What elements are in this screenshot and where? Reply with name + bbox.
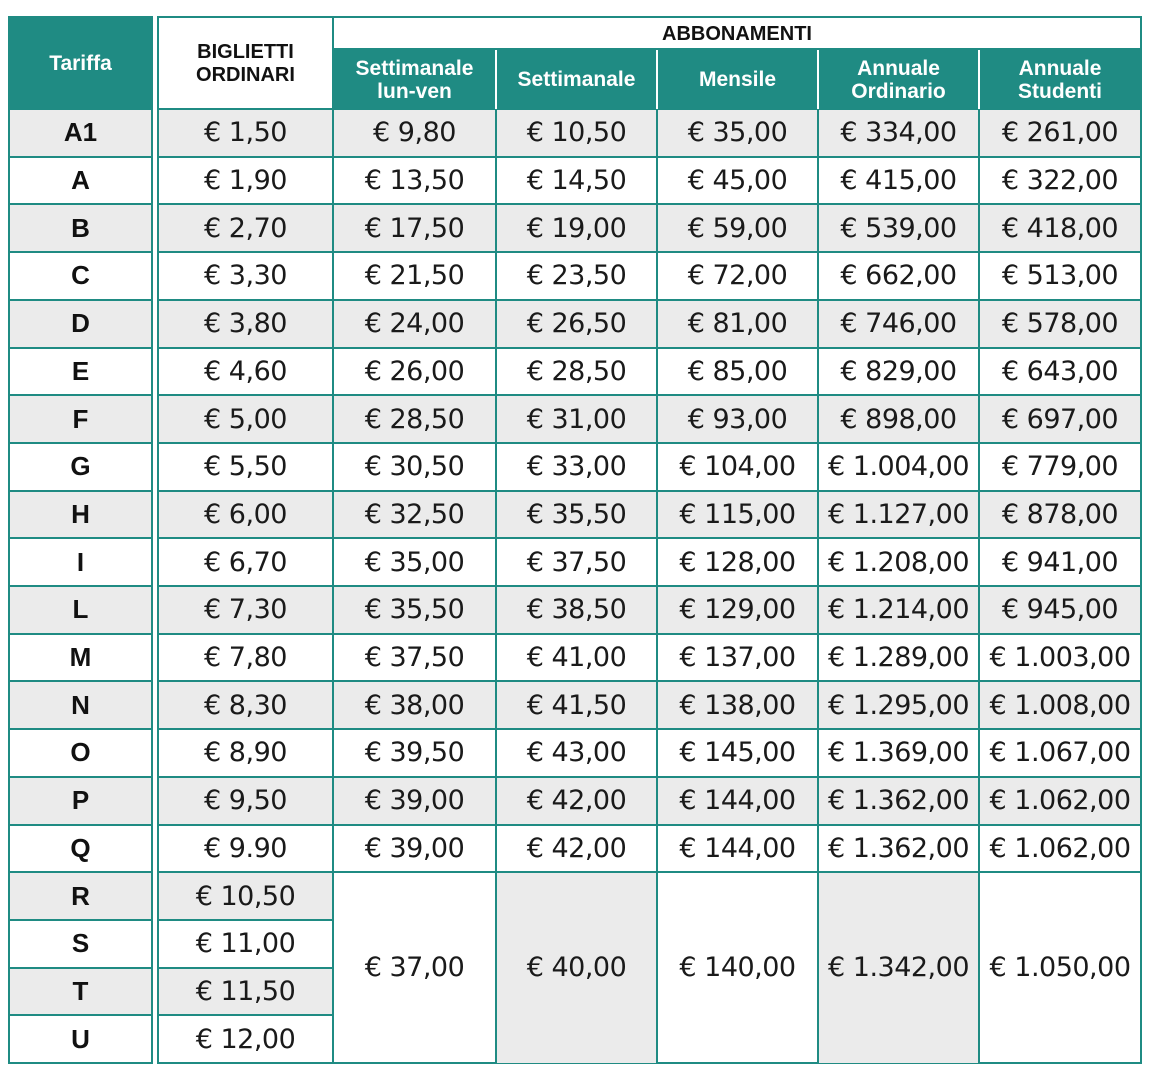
annuale-ordinario-cell — [819, 729, 978, 777]
annuale-studenti-value: € 322,00 — [1001, 165, 1119, 197]
mensile-cell — [658, 300, 817, 348]
mensile-value: € 145,00 — [679, 737, 796, 769]
settimanale-lunven-value: € 39,00 — [364, 832, 465, 864]
biglietti-ordinari-cell — [159, 920, 332, 968]
biglietti-ordinari-value: € 1,90 — [204, 165, 287, 197]
tariffa-cell — [10, 538, 151, 586]
biglietti-ordinari-value: € 5,50 — [204, 451, 287, 483]
annuale-ordinario-cell — [819, 681, 978, 729]
mensile-cell — [658, 634, 817, 682]
biglietti-ordinari-cell — [159, 1015, 332, 1063]
tariffa-code: E — [71, 355, 90, 386]
settimanale-cell — [497, 777, 656, 825]
biglietti-ordinari-cell — [159, 872, 332, 920]
tariffa-cell — [10, 491, 151, 539]
tariffa-code: U — [71, 1023, 90, 1054]
settimanale-lunven-value: € 24,00 — [364, 308, 465, 340]
settimanale-value: € 42,00 — [526, 785, 627, 817]
mensile-value: € 115,00 — [679, 498, 796, 530]
annuale-ordinario-cell — [819, 157, 978, 205]
annuale-ordinario-value: € 1.214,00 — [828, 594, 969, 626]
tariffa-code: C — [71, 260, 90, 291]
settimanale-value: € 41,00 — [526, 642, 627, 674]
settimanale-merged-value: € 40,00 — [526, 952, 627, 984]
settimanale-lunven-cell — [334, 443, 495, 491]
settimanale-value: € 35,50 — [526, 498, 627, 530]
biglietti-ordinari-cell — [159, 825, 332, 873]
biglietti-ordinari-cell — [159, 252, 332, 300]
annuale-studenti-cell — [980, 586, 1140, 634]
settimanale-lunven-value: € 13,50 — [364, 165, 465, 197]
annuale-studenti-cell — [980, 634, 1140, 682]
settimanale-header — [497, 50, 656, 109]
biglietti-ordinari-cell — [159, 157, 332, 205]
biglietti-ordinari-value: € 4,60 — [204, 355, 287, 387]
settimanale-lunven-cell — [334, 395, 495, 443]
biglietti-ordinari-cell — [159, 348, 332, 396]
mensile-cell — [658, 443, 817, 491]
mensile-cell — [658, 491, 817, 539]
biglietti-ordinari-value: € 6,00 — [204, 498, 287, 530]
settimanale-lunven-cell — [334, 538, 495, 586]
biglietti-ordinari-value: € 3,80 — [204, 308, 287, 340]
settimanale-lunven-value: € 35,00 — [364, 546, 465, 578]
settimanale-lunven-header — [334, 50, 495, 109]
settimanale-label: Settimanale — [517, 68, 636, 91]
settimanale-value: € 28,50 — [526, 355, 627, 387]
annuale-ordinario-merged-value: € 1.342,00 — [828, 952, 969, 984]
settimanale-cell — [497, 729, 656, 777]
biglietti-ordinari-value: € 9,50 — [204, 785, 287, 817]
mensile-cell — [658, 729, 817, 777]
settimanale-lunven-value: € 17,50 — [364, 212, 465, 244]
settimanale-lunven-value: € 32,50 — [364, 498, 465, 530]
biglietti-ordinari-value: € 11,00 — [195, 928, 296, 960]
tariffa-header — [10, 18, 151, 109]
annuale-ordinario-cell — [819, 825, 978, 873]
mensile-cell — [658, 681, 817, 729]
mensile-label: Mensile — [698, 68, 777, 91]
annuale-studenti-value: € 1.008,00 — [989, 689, 1131, 721]
annuale-ordinario-cell — [819, 491, 978, 539]
tariffa-header-label: Tariffa — [49, 52, 112, 75]
tariffa-code: Q — [70, 832, 91, 863]
biglietti-ordinari-cell — [159, 443, 332, 491]
settimanale-lunven-cell — [334, 300, 495, 348]
biglietti-header-line1: BIGLIETTI — [197, 40, 294, 63]
settimanale-value: € 26,50 — [526, 308, 627, 340]
annuale-ordinario-line2: Ordinario — [851, 79, 946, 103]
mensile-value: € 93,00 — [687, 403, 788, 435]
annuale-studenti-cell — [980, 348, 1140, 396]
biglietti-ordinari-cell — [159, 300, 332, 348]
settimanale-cell — [497, 634, 656, 682]
settimanale-lunven-cell — [334, 586, 495, 634]
biglietti-ordinari-value: € 1,50 — [204, 117, 287, 149]
annuale-studenti-line1: Annuale — [1018, 56, 1102, 80]
tariffa-code: A — [71, 165, 90, 196]
settimanale-value: € 33,00 — [526, 451, 627, 483]
annuale-studenti-cell — [980, 825, 1140, 873]
biglietti-ordinari-cell — [159, 968, 332, 1016]
tariffa-cell — [10, 157, 151, 205]
biglietti-header-line2: ORDINARI — [196, 63, 295, 86]
tariffa-code: A1 — [63, 117, 98, 148]
annuale-studenti-value: € 941,00 — [1001, 546, 1119, 578]
settimanale-lunven-value: € 39,00 — [364, 785, 465, 817]
annuale-ordinario-value: € 1.004,00 — [828, 451, 969, 483]
settimanale-lunven-cell — [334, 157, 495, 205]
settimanale-lunven-value: € 26,00 — [364, 355, 465, 387]
annuale-ordinario-cell — [819, 109, 978, 157]
tariffa-code: I — [76, 546, 85, 577]
settimanale-merged-cell — [497, 872, 656, 1063]
biglietti-ordinari-cell — [159, 634, 332, 682]
annuale-studenti-value: € 578,00 — [1001, 308, 1119, 340]
annuale-ordinario-cell — [819, 634, 978, 682]
settimanale-cell — [497, 109, 656, 157]
annuale-ordinario-value: € 746,00 — [840, 308, 957, 340]
settimanale-lunven-line1: Settimanale — [355, 56, 474, 80]
annuale-studenti-cell — [980, 300, 1140, 348]
tariffa-code: F — [72, 403, 89, 434]
tariffa-code: M — [69, 642, 92, 673]
settimanale-value: € 23,50 — [526, 260, 627, 292]
tariffa-cell — [10, 920, 151, 968]
settimanale-lunven-value: € 39,50 — [364, 737, 465, 769]
mensile-cell — [658, 825, 817, 873]
settimanale-cell — [497, 157, 656, 205]
mensile-cell — [658, 538, 817, 586]
fares-table — [157, 16, 1142, 1064]
mensile-value: € 85,00 — [687, 355, 788, 387]
annuale-studenti-value: € 878,00 — [1001, 498, 1119, 530]
tariffa-cell — [10, 681, 151, 729]
settimanale-value: € 19,00 — [526, 212, 627, 244]
biglietti-ordinari-cell — [159, 586, 332, 634]
biglietti-ordinari-value: € 8,30 — [204, 689, 287, 721]
mensile-cell — [658, 252, 817, 300]
mensile-value: € 144,00 — [679, 785, 796, 817]
annuale-studenti-cell — [980, 491, 1140, 539]
annuale-ordinario-cell — [819, 395, 978, 443]
biglietti-ordinari-cell — [159, 777, 332, 825]
biglietti-ordinari-value: € 7,80 — [204, 642, 287, 674]
mensile-value: € 35,00 — [687, 117, 788, 149]
tariffa-code: R — [71, 880, 90, 911]
settimanale-cell — [497, 395, 656, 443]
tariffa-cell — [10, 252, 151, 300]
settimanale-value: € 14,50 — [526, 165, 627, 197]
annuale-studenti-value: € 1.003,00 — [989, 642, 1131, 674]
settimanale-value: € 37,50 — [526, 546, 627, 578]
settimanale-cell — [497, 491, 656, 539]
settimanale-cell — [497, 204, 656, 252]
biglietti-ordinari-value: € 2,70 — [204, 212, 287, 244]
tariffa-code: T — [72, 975, 89, 1006]
annuale-studenti-value: € 945,00 — [1001, 594, 1119, 626]
tariffa-code: B — [71, 212, 90, 243]
annuale-studenti-value: € 1.067,00 — [989, 737, 1131, 769]
abbonamenti-header — [334, 18, 1140, 50]
biglietti-ordinari-value: € 12,00 — [195, 1023, 296, 1055]
settimanale-lunven-value: € 9,80 — [373, 117, 456, 149]
annuale-ordinario-value: € 898,00 — [840, 403, 957, 435]
tariffa-code: S — [71, 928, 90, 959]
settimanale-cell — [497, 252, 656, 300]
mensile-cell — [658, 204, 817, 252]
settimanale-cell — [497, 538, 656, 586]
settimanale-lunven-cell — [334, 348, 495, 396]
settimanale-lunven-cell — [334, 109, 495, 157]
settimanale-value: € 41,50 — [526, 689, 627, 721]
mensile-cell — [658, 777, 817, 825]
mensile-value: € 128,00 — [679, 546, 796, 578]
mensile-value: € 81,00 — [687, 308, 788, 340]
annuale-ordinario-value: € 415,00 — [840, 165, 957, 197]
settimanale-value: € 10,50 — [526, 117, 627, 149]
settimanale-lunven-value: € 30,50 — [364, 451, 465, 483]
annuale-studenti-cell — [980, 204, 1140, 252]
settimanale-lunven-cell — [334, 204, 495, 252]
tariffa-cell — [10, 729, 151, 777]
mensile-value: € 144,00 — [679, 832, 796, 864]
annuale-ordinario-value: € 1.295,00 — [828, 689, 969, 721]
tariffa-code: D — [71, 308, 90, 339]
settimanale-value: € 38,50 — [526, 594, 627, 626]
settimanale-lunven-merged-cell — [334, 872, 495, 1063]
annuale-studenti-value: € 697,00 — [1001, 403, 1119, 435]
annuale-ordinario-cell — [819, 777, 978, 825]
annuale-ordinario-merged-cell — [819, 872, 978, 1063]
annuale-ordinario-header — [819, 50, 978, 109]
biglietti-ordinari-value: € 7,30 — [204, 594, 287, 626]
biglietti-ordinari-cell — [159, 109, 332, 157]
mensile-merged-value: € 140,00 — [679, 952, 796, 984]
tariffa-cell — [10, 586, 151, 634]
annuale-studenti-value: € 1.062,00 — [989, 785, 1131, 817]
mensile-value: € 45,00 — [687, 165, 788, 197]
settimanale-lunven-value: € 28,50 — [364, 403, 465, 435]
mensile-header — [658, 50, 817, 109]
annuale-ordinario-cell — [819, 538, 978, 586]
biglietti-ordinari-cell — [159, 491, 332, 539]
annuale-studenti-value: € 1.062,00 — [989, 832, 1131, 864]
biglietti-ordinari-cell — [159, 395, 332, 443]
annuale-ordinario-value: € 1.289,00 — [828, 642, 969, 674]
annuale-studenti-merged-value: € 1.050,00 — [989, 952, 1131, 984]
tariffa-cell — [10, 1015, 151, 1063]
annuale-studenti-value: € 513,00 — [1001, 260, 1119, 292]
biglietti-ordinari-value: € 6,70 — [204, 546, 287, 578]
annuale-ordinario-cell — [819, 586, 978, 634]
annuale-studenti-value: € 261,00 — [1001, 117, 1119, 149]
annuale-studenti-header — [980, 50, 1140, 109]
tariffa-cell — [10, 968, 151, 1016]
mensile-cell — [658, 157, 817, 205]
settimanale-value: € 31,00 — [526, 403, 627, 435]
biglietti-ordinari-cell — [159, 729, 332, 777]
settimanale-value: € 42,00 — [526, 832, 627, 864]
annuale-studenti-cell — [980, 681, 1140, 729]
tariffa-cell — [10, 300, 151, 348]
settimanale-lunven-cell — [334, 634, 495, 682]
biglietti-ordinari-header — [159, 18, 332, 109]
annuale-ordinario-cell — [819, 204, 978, 252]
annuale-ordinario-cell — [819, 300, 978, 348]
settimanale-cell — [497, 443, 656, 491]
settimanale-value: € 43,00 — [526, 737, 627, 769]
settimanale-lunven-value: € 37,50 — [364, 642, 465, 674]
mensile-cell — [658, 348, 817, 396]
annuale-ordinario-line1: Annuale — [857, 56, 940, 80]
settimanale-lunven-value: € 35,50 — [364, 594, 465, 626]
biglietti-ordinari-value: € 9.90 — [204, 832, 287, 864]
abbonamenti-header-label: ABBONAMENTI — [662, 22, 812, 45]
settimanale-lunven-cell — [334, 491, 495, 539]
mensile-cell — [658, 586, 817, 634]
annuale-ordinario-value: € 1.362,00 — [828, 832, 969, 864]
tariffa-cell — [10, 825, 151, 873]
annuale-ordinario-value: € 1.208,00 — [828, 546, 969, 578]
annuale-ordinario-value: € 539,00 — [840, 212, 957, 244]
tariffa-cell — [10, 348, 151, 396]
biglietti-ordinari-value: € 11,50 — [195, 975, 296, 1007]
tariffa-cell — [10, 443, 151, 491]
annuale-ordinario-value: € 1.362,00 — [828, 785, 969, 817]
tariffa-cell — [10, 204, 151, 252]
annuale-studenti-value: € 779,00 — [1001, 451, 1119, 483]
tariffa-cell — [10, 395, 151, 443]
tariffa-cell — [10, 109, 151, 157]
settimanale-cell — [497, 300, 656, 348]
mensile-value: € 104,00 — [679, 451, 796, 483]
biglietti-ordinari-value: € 10,50 — [195, 880, 296, 912]
biglietti-ordinari-cell — [159, 204, 332, 252]
settimanale-lunven-merged-value: € 37,00 — [364, 952, 465, 984]
settimanale-cell — [497, 825, 656, 873]
annuale-ordinario-cell — [819, 348, 978, 396]
tariffa-code: O — [70, 737, 91, 768]
tariffa-cell — [10, 872, 151, 920]
annuale-studenti-cell — [980, 395, 1140, 443]
biglietti-ordinari-value: € 5,00 — [204, 403, 287, 435]
tariffa-column — [8, 16, 153, 1064]
tariffa-cell — [10, 777, 151, 825]
annuale-studenti-value: € 418,00 — [1001, 212, 1119, 244]
settimanale-lunven-value: € 21,50 — [364, 260, 465, 292]
annuale-studenti-cell — [980, 252, 1140, 300]
settimanale-cell — [497, 586, 656, 634]
annuale-studenti-cell — [980, 443, 1140, 491]
mensile-cell — [658, 395, 817, 443]
biglietti-ordinari-cell — [159, 681, 332, 729]
biglietti-ordinari-value: € 8,90 — [204, 737, 287, 769]
annuale-studenti-cell — [980, 729, 1140, 777]
settimanale-lunven-cell — [334, 777, 495, 825]
mensile-cell — [658, 109, 817, 157]
tariffa-code: L — [72, 594, 89, 625]
tariffa-cell — [10, 634, 151, 682]
tariffa-code: P — [71, 785, 90, 816]
biglietti-ordinari-cell — [159, 538, 332, 586]
mensile-value: € 129,00 — [679, 594, 796, 626]
annuale-ordinario-value: € 829,00 — [840, 355, 957, 387]
mensile-value: € 59,00 — [687, 212, 788, 244]
biglietti-ordinari-value: € 3,30 — [204, 260, 287, 292]
annuale-studenti-merged-cell — [980, 872, 1140, 1063]
annuale-ordinario-value: € 334,00 — [840, 117, 957, 149]
settimanale-lunven-line2: lun-ven — [377, 79, 452, 103]
annuale-ordinario-value: € 662,00 — [840, 260, 957, 292]
mensile-value: € 138,00 — [679, 689, 796, 721]
annuale-studenti-cell — [980, 157, 1140, 205]
settimanale-lunven-cell — [334, 252, 495, 300]
annuale-ordinario-cell — [819, 252, 978, 300]
settimanale-lunven-cell — [334, 729, 495, 777]
annuale-studenti-cell — [980, 538, 1140, 586]
annuale-studenti-cell — [980, 777, 1140, 825]
annuale-studenti-value: € 643,00 — [1001, 355, 1119, 387]
tariffa-code: H — [71, 498, 90, 529]
tariffa-code: N — [71, 689, 90, 720]
settimanale-lunven-cell — [334, 681, 495, 729]
settimanale-cell — [497, 681, 656, 729]
settimanale-lunven-value: € 38,00 — [364, 689, 465, 721]
annuale-ordinario-value: € 1.369,00 — [828, 737, 969, 769]
annuale-ordinario-value: € 1.127,00 — [828, 498, 969, 530]
annuale-studenti-line2: Studenti — [1018, 79, 1102, 103]
tariffa-code: G — [70, 451, 91, 482]
settimanale-lunven-cell — [334, 825, 495, 873]
settimanale-cell — [497, 348, 656, 396]
mensile-value: € 137,00 — [679, 642, 796, 674]
annuale-ordinario-cell — [819, 443, 978, 491]
annuale-studenti-cell — [980, 109, 1140, 157]
mensile-value: € 72,00 — [687, 260, 788, 292]
mensile-merged-cell — [658, 872, 817, 1063]
